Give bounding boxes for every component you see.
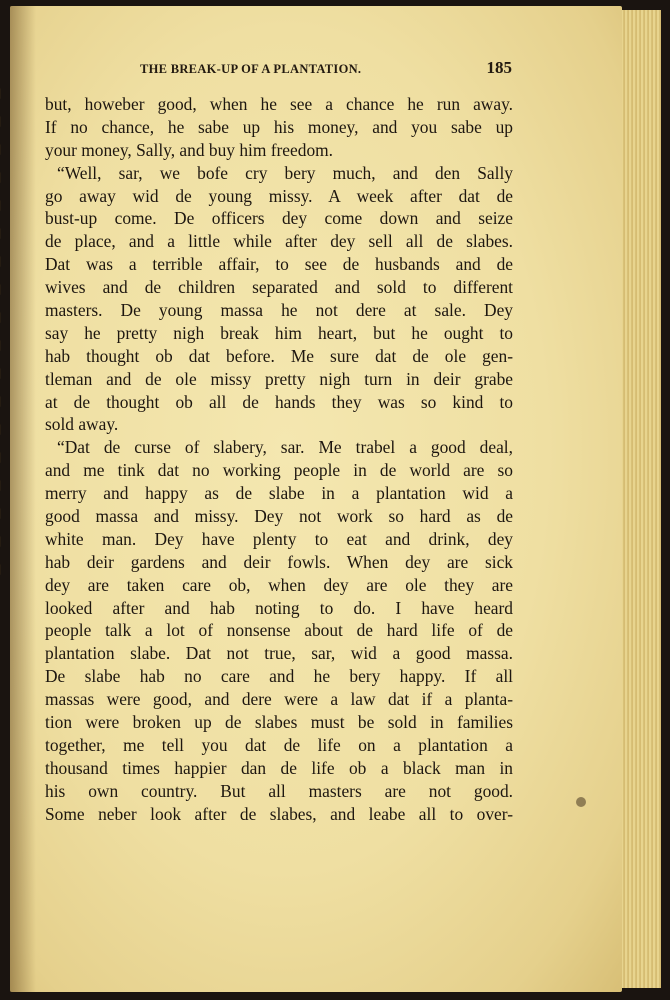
text-line: plantation slabe. Dat not true, sar, wid a good massa. (45, 643, 513, 664)
running-head: THE BREAK-UP OF A PLANTATION. (140, 62, 362, 76)
text-line: white man. Dey have plenty to eat and drink, dey (45, 528, 513, 549)
text-line: masters. De young massa he not dere at sale. Dey (45, 300, 513, 321)
text-line: good massa and missy. Dey not work so hard as de (45, 506, 513, 527)
text-line: say he pretty nigh break him heart, but he ought to (45, 322, 513, 343)
text-line: wives and de children separated and sold to different (45, 277, 513, 298)
text-line: massas were good, and dere were a law dat if a planta- (45, 689, 513, 710)
text-line: hab thought ob dat before. Me sure dat de ole gen- (45, 345, 513, 366)
page-header (140, 58, 512, 82)
text-line: bust-up come. De officers dey come down and seize (45, 208, 513, 229)
text-line: tleman and de ole missy pretty nigh turn in deir grabe (45, 368, 513, 389)
text-line: If no chance, he sabe up his money, and you sabe up (45, 116, 513, 137)
facing-page-fragment: | | | | | | | | | | | | | | | | | | (0, 88, 2, 575)
text-line: but, howeber good, when he see a chance he run away. (45, 94, 513, 114)
text-line: looked after and hab noting to do. I have heard (45, 597, 513, 618)
text-line: thousand times happier dan de life ob a black man in (45, 757, 513, 778)
text-line: his own country. But all masters are not good. (45, 780, 513, 801)
text-line: Dat was a terrible affair, to see de husbands and de (45, 254, 513, 275)
text-line: dey are taken care ob, when dey are ole they are (45, 574, 513, 595)
text-line: Some neber look after de slabes, and leabe all to over- (45, 803, 513, 824)
body-text (45, 93, 513, 826)
text-line: people talk a lot of nonsense about de hard life of de (45, 620, 513, 641)
text-line: at de thought ob all de hands they was so kind to (45, 391, 513, 412)
ink-speck (576, 797, 586, 807)
text-line: go away wid de young missy. A week after dat de (45, 185, 513, 206)
text-line: your money, Sally, and buy him freedom. (45, 139, 334, 160)
gutter-shadow (10, 6, 36, 992)
text-line: sold away. (45, 414, 119, 435)
text-line: merry and happy as de slabe in a plantation wid a (45, 483, 513, 504)
text-line: and me tink dat no working people in de world are so (45, 460, 513, 481)
text-line: “Well, sar, we bofe cry bery much, and den Sally (57, 162, 513, 183)
page-number: 185 (486, 58, 512, 77)
text-line: De slabe hab no care and he bery happy. If all (45, 666, 513, 687)
text-line: together, me tell you dat de life on a plantation a (45, 734, 513, 755)
text-line: de place, and a little while after dey sell all de slabes. (45, 231, 513, 252)
text-line: tion were broken up de slabes must be sold in families (45, 712, 513, 733)
text-line: hab deir gardens and deir fowls. When dey are sick (45, 551, 513, 572)
text-line: “Dat de curse of slabery, sar. Me trabel a good deal, (57, 437, 513, 458)
